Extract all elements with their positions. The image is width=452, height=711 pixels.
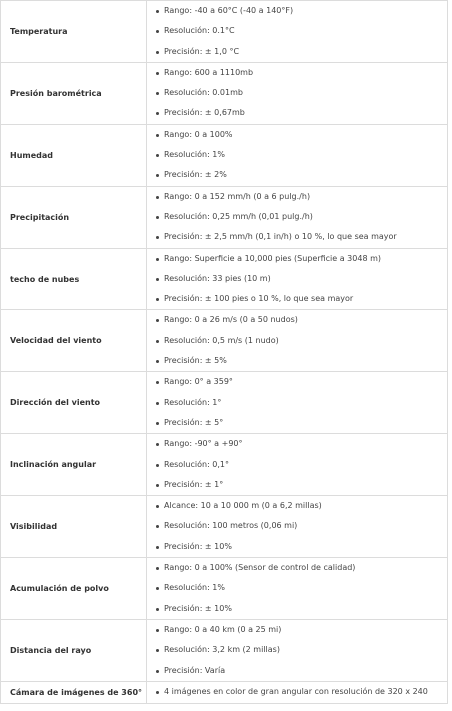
spec-value-list [155,372,447,433]
spec-label: Temperatura [1,1,147,63]
spec-label: Visibilidad [1,496,147,558]
spec-label: Acumulación de polvo [1,558,147,620]
spec-value-item: Resolución: 33 pies (10 m) [155,269,447,289]
spec-label: Presión barométrica [1,62,147,124]
spec-value-list [155,434,447,495]
spec-row [1,558,448,620]
spec-row [1,681,448,703]
spec-row [1,372,448,434]
spec-values [147,124,448,186]
spec-values [147,558,448,620]
spec-value-item: Resolución: 0,5 m/s (1 nudo) [155,331,447,351]
spec-value-list [155,682,447,702]
spec-row [1,619,448,681]
spec-values [147,248,448,310]
spec-value-item: Precisión: ± 100 pies o 10 %, lo que sea mayor [155,289,447,309]
spec-value-item: Rango: 0 a 100% [155,125,447,145]
spec-values [147,310,448,372]
specifications-table-body [1,1,448,704]
spec-row [1,1,448,63]
spec-value-item: Resolución: 0.01mb [155,83,447,103]
spec-label: Inclinación angular [1,434,147,496]
spec-value-item: Precisión: ± 5% [155,351,447,371]
spec-value-list [155,125,447,186]
spec-row [1,434,448,496]
spec-row [1,124,448,186]
spec-label: Distancia del rayo [1,619,147,681]
spec-value-list [155,187,447,248]
spec-label: Precipitación [1,186,147,248]
spec-values [147,186,448,248]
spec-value-item: Rango: 0 a 40 km (0 a 25 mi) [155,620,447,640]
spec-value-item: Precisión: Varía [155,661,447,681]
spec-label: Humedad [1,124,147,186]
spec-value-item: Precisión: ± 5° [155,413,447,433]
spec-value-item: Resolución: 0,25 mm/h (0,01 pulg./h) [155,207,447,227]
spec-value-list [155,496,447,557]
spec-value-item: Rango: 0° a 359° [155,372,447,392]
spec-value-item: Precisión: ± 2,5 mm/h (0,1 in/h) o 10 %, lo que sea mayor [155,227,447,247]
spec-row [1,496,448,558]
spec-value-item: Precisión: ± 2% [155,165,447,185]
spec-values [147,496,448,558]
spec-row [1,248,448,310]
spec-value-item: Rango: -90° a +90° [155,434,447,454]
spec-values [147,372,448,434]
spec-value-list [155,558,447,619]
spec-row [1,186,448,248]
spec-row [1,310,448,372]
spec-value-item: Rango: 600 a 1110mb [155,63,447,83]
spec-value-item: Resolución: 0.1°C [155,21,447,41]
spec-value-list [155,310,447,371]
spec-value-item: Rango: 0 a 152 mm/h (0 a 6 pulg./h) [155,187,447,207]
spec-value-item: Resolución: 3,2 km (2 millas) [155,640,447,660]
spec-label: Velocidad del viento [1,310,147,372]
spec-value-item: Precisión: ± 10% [155,537,447,557]
spec-value-item: Resolución: 1% [155,578,447,598]
spec-value-item: Rango: 0 a 26 m/s (0 a 50 nudos) [155,310,447,330]
spec-value-item: Resolución: 1° [155,393,447,413]
spec-label: techo de nubes [1,248,147,310]
spec-value-list [155,249,447,310]
spec-value-item: Precisión: ± 1° [155,475,447,495]
spec-value-item: Precisión: ± 10% [155,599,447,619]
spec-value-item: Precisión: ± 0,67mb [155,103,447,123]
spec-values [147,619,448,681]
spec-value-list [155,1,447,62]
spec-row [1,62,448,124]
spec-value-item: Rango: 0 a 100% (Sensor de control de calidad) [155,558,447,578]
spec-value-item: Alcance: 10 a 10 000 m (0 a 6,2 millas) [155,496,447,516]
spec-values [147,681,448,703]
spec-value-item: Resolución: 1% [155,145,447,165]
spec-value-item: Resolución: 0,1° [155,455,447,475]
spec-values [147,434,448,496]
spec-values [147,62,448,124]
spec-label: Cámara de imágenes de 360° [1,681,147,703]
spec-value-item: Precisión: ± 1,0 °C [155,42,447,62]
spec-value-item: 4 imágenes en color de gran angular con resolución de 320 x 240 [155,682,447,702]
spec-value-item: Rango: -40 a 60°C (-40 a 140°F) [155,1,447,21]
spec-value-item: Resolución: 100 metros (0,06 mi) [155,516,447,536]
spec-label: Dirección del viento [1,372,147,434]
spec-value-item: Rango: Superficie a 10,000 pies (Superficie a 3048 m) [155,249,447,269]
spec-value-list [155,620,447,681]
spec-values [147,1,448,63]
spec-value-list [155,63,447,124]
